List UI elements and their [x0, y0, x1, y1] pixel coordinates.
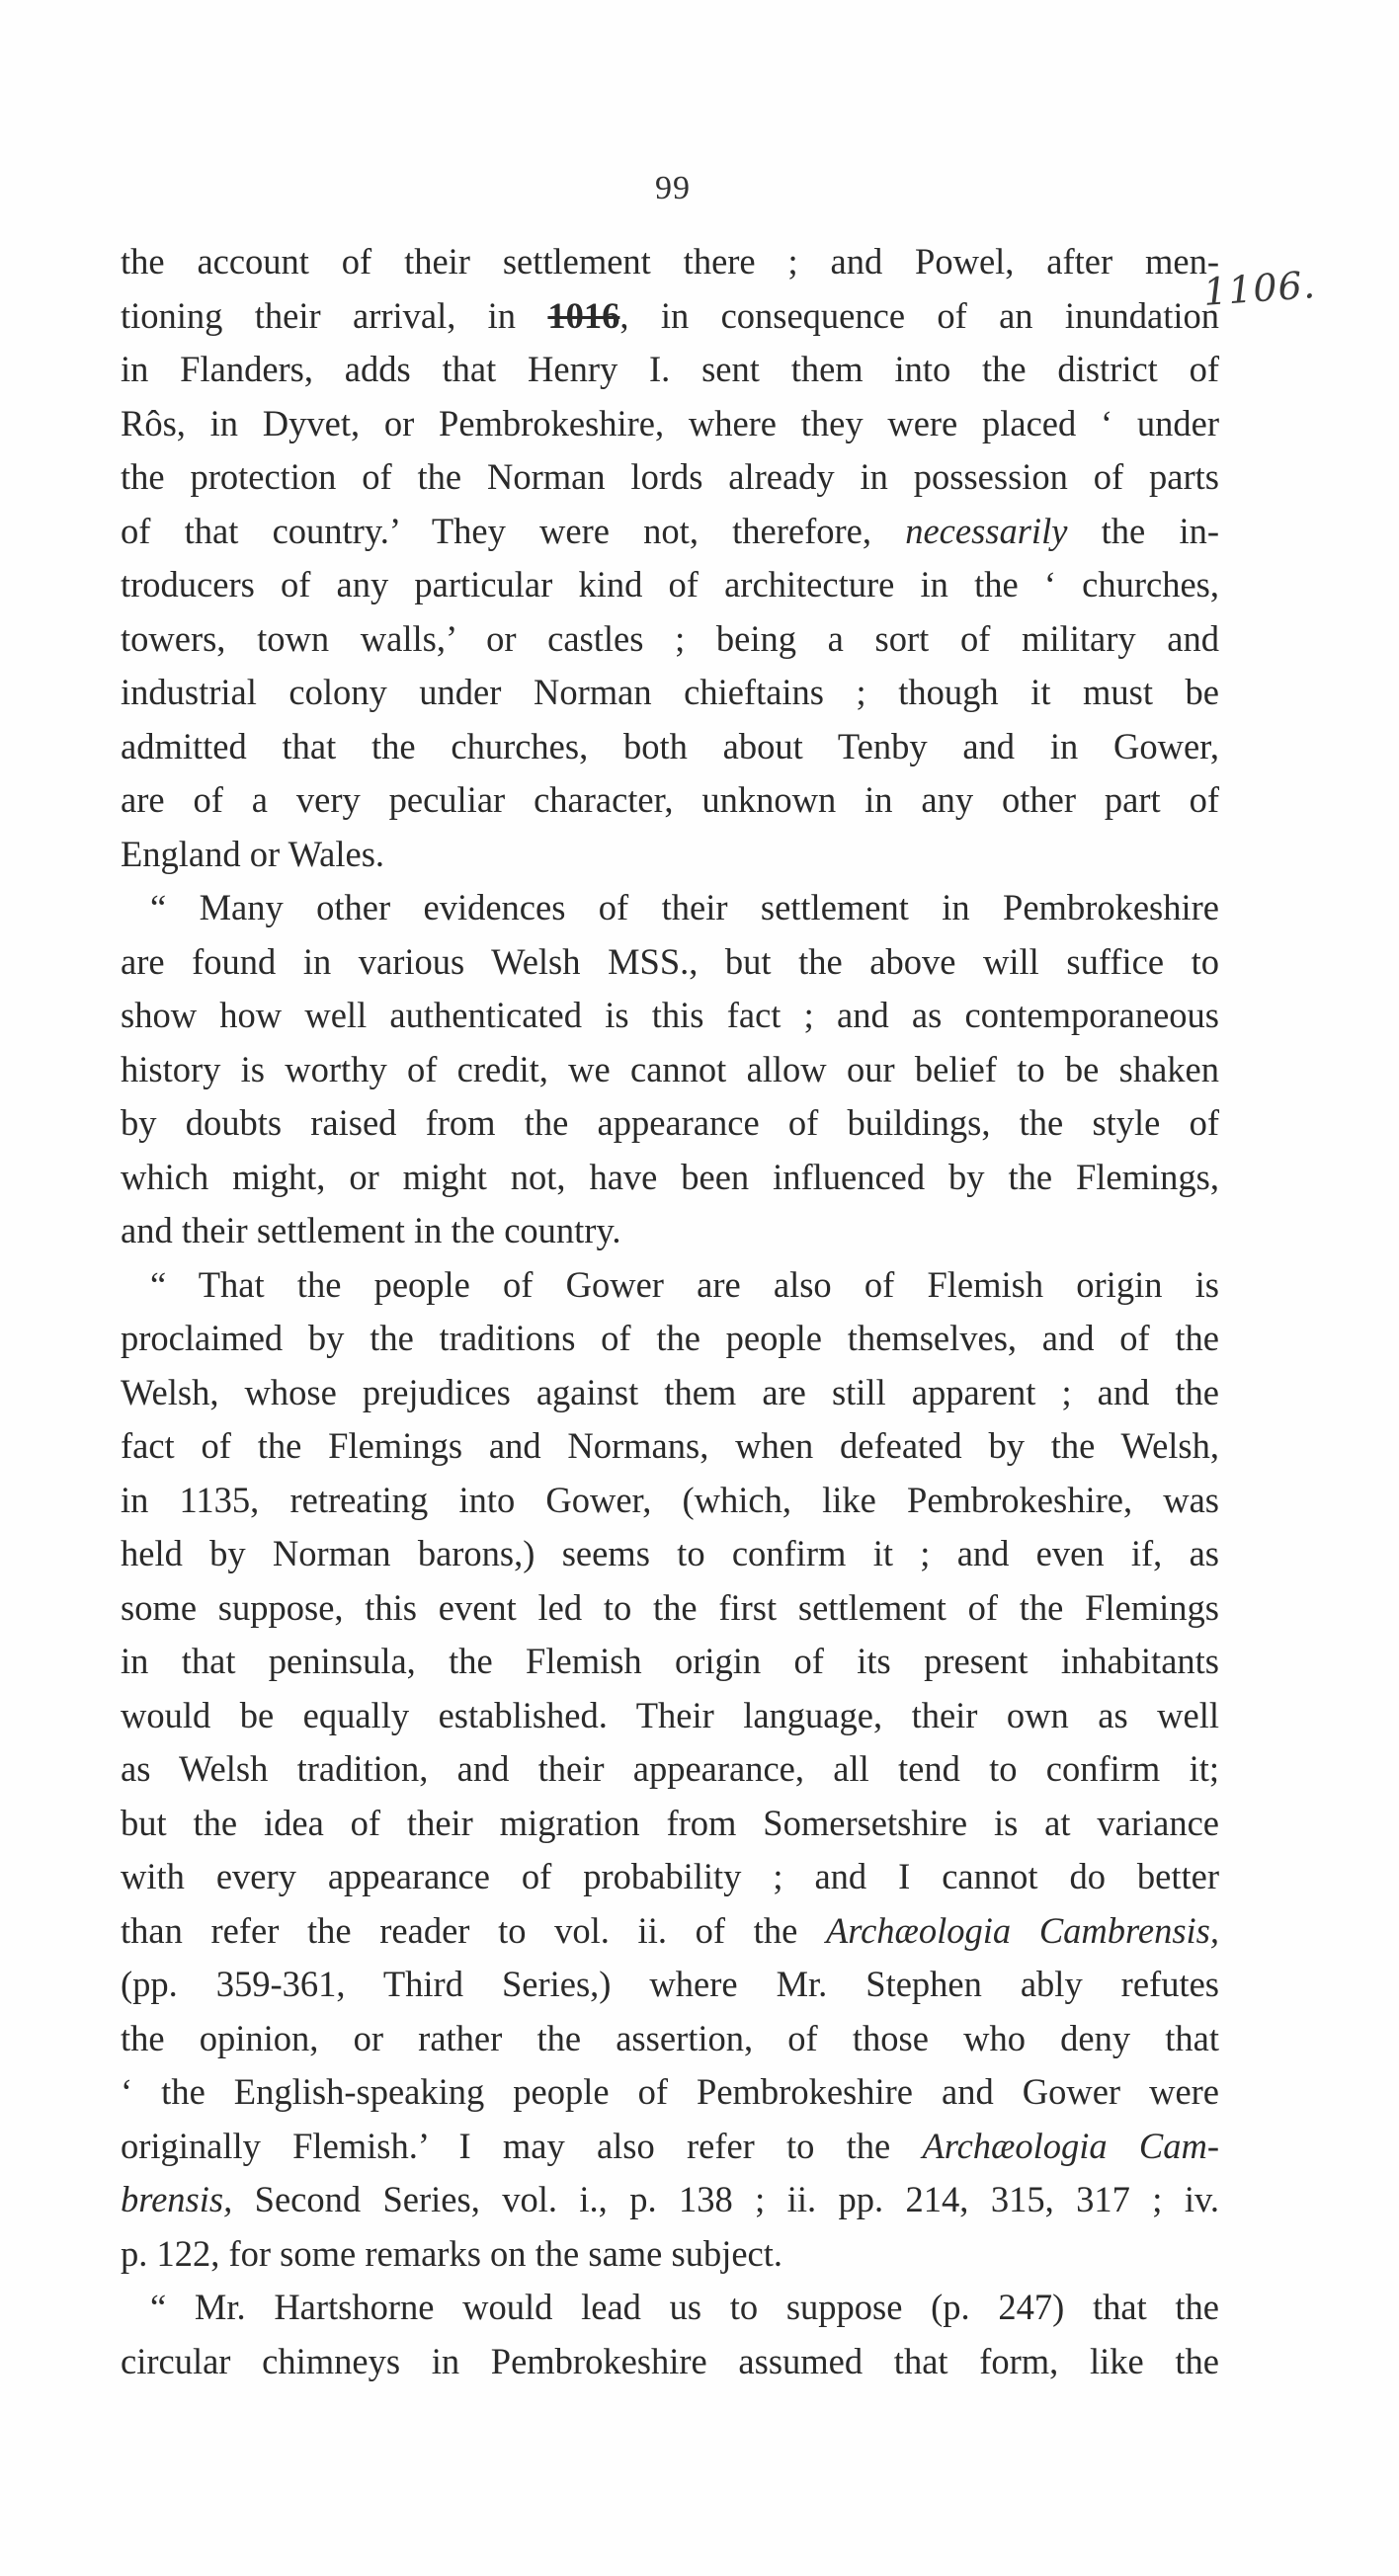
page-number: 99 [655, 170, 691, 206]
text-segment: history is worthy of credit, we cannot allow our belief to be shaken [121, 1048, 1219, 1089]
text-line [121, 828, 1219, 882]
text-segment: “ Many other evidences of their settlement in Pembrokeshire [150, 887, 1219, 927]
text-segment: Rôs, in Dyvet, or Pembrokeshire, where they were placed ‘ under [121, 402, 1219, 443]
text-line [121, 2227, 1219, 2282]
text-line [121, 1958, 1219, 2012]
text-line [121, 505, 1219, 559]
text-segment: England or Wales. [121, 833, 385, 874]
italic-text: Archæologia Cambrensis, [825, 1909, 1219, 1951]
text-line [121, 1797, 1219, 1851]
text-line [121, 2335, 1219, 2389]
body-text [121, 235, 1219, 2388]
text-segment: some suppose, this event led to the first settlement of the Flemings [121, 1586, 1219, 1628]
text-segment: which might, or might not, have been influenced by the Flemings, [121, 1156, 1219, 1197]
text-segment: Second Series, vol. i., p. 138 ; ii. pp. 214, 315, 317 ; iv. [232, 2179, 1219, 2219]
text-line [121, 1850, 1219, 1904]
italic-text: brensis, [121, 2179, 233, 2219]
text-line [121, 881, 1219, 935]
text-segment: than refer the reader to vol. ii. of the [121, 1909, 826, 1951]
text-segment: Welsh, whose prejudices against them are still apparent ; and the [121, 1371, 1219, 1412]
text-segment: “ Mr. Hartshorne would lead us to suppose (p. 247) that the [150, 2287, 1219, 2327]
text-line [121, 720, 1219, 774]
text-line [121, 343, 1219, 397]
text-line [121, 1527, 1219, 1581]
text-line [121, 558, 1219, 612]
text-line [121, 1689, 1219, 1743]
text-segment: in that peninsula, the Flemish origin of its present inhabitants [121, 1641, 1219, 1681]
text-line [121, 2120, 1219, 2174]
text-segment: in 1135, retreating into Gower, (which, like Pembrokeshire, was [121, 1479, 1219, 1520]
text-line [121, 1635, 1219, 1689]
text-segment: “ That the people of Gower are also of Flemish origin is [150, 1263, 1219, 1305]
text-line [121, 1312, 1219, 1366]
text-segment: held by Norman barons,) seems to confirm it ; and even if, as [121, 1533, 1219, 1573]
text-line [121, 1258, 1219, 1313]
text-line [121, 2281, 1219, 2335]
text-segment: the in- [1067, 510, 1219, 551]
text-line [121, 289, 1219, 344]
text-segment: but the idea of their migration from Somersetshire is at variance [121, 1802, 1219, 1843]
text-segment: the protection of the Norman lords already in possession of parts [121, 456, 1219, 497]
text-line [121, 1043, 1219, 1097]
text-line [121, 2173, 1219, 2227]
text-line [121, 1096, 1219, 1151]
text-line [121, 1204, 1219, 1258]
text-segment: industrial colony under Norman chieftains ; though it must be [121, 672, 1219, 712]
text-line [121, 235, 1219, 289]
text-segment: towers, town walls,’ or castles ; being a sort of military and [121, 617, 1219, 659]
text-segment: p. 122, for some remarks on the same subject. [121, 2232, 783, 2274]
text-segment: fact of the Flemings and Normans, when defeated by the Welsh, [121, 1425, 1219, 1466]
handwritten-margin-note: 1106. [1201, 263, 1318, 314]
text-segment: circular chimneys in Pembrokeshire assumed that form, like the [121, 2340, 1219, 2381]
text-line [121, 1904, 1219, 1959]
text-line [121, 989, 1219, 1043]
text-segment: with every appearance of probability ; and I cannot do better [121, 1856, 1219, 1896]
text-line [121, 1742, 1219, 1797]
text-line [121, 1581, 1219, 1636]
text-segment: originally Flemish.’ I may also refer to the [121, 2125, 923, 2166]
text-segment: troducers of any particular kind of architecture in the ‘ churches, [121, 564, 1219, 604]
text-line [121, 2065, 1219, 2120]
text-segment: the account of their settlement there ; and Powel, after men- [121, 241, 1219, 282]
text-line [121, 450, 1219, 505]
text-line [121, 612, 1219, 667]
text-segment: as Welsh tradition, and their appearance, all tend to confirm it; [121, 1748, 1219, 1789]
text-segment: in Flanders, adds that Henry I. sent them into the district of [121, 349, 1219, 389]
struck-out-text: 1016 [547, 294, 620, 336]
text-segment: by doubts raised from the appearance of buildings, the style of [121, 1102, 1219, 1143]
text-segment: ‘ the English-speaking people of Pembrokeshire and Gower were [121, 2071, 1219, 2112]
text-segment: (pp. 359-361, Third Series,) where Mr. Stephen ably refutes [121, 1964, 1219, 2004]
text-line [121, 1151, 1219, 1205]
text-segment: , in consequence of an inundation [619, 294, 1219, 336]
text-segment: are found in various Welsh MSS., but the above will suffice to [121, 940, 1219, 982]
text-line [121, 1419, 1219, 1474]
text-segment: admitted that the churches, both about Tenby and in Gower, [121, 725, 1219, 766]
text-segment: are of a very peculiar character, unknown in any other part of [121, 779, 1219, 820]
text-line [121, 2012, 1219, 2066]
text-segment: would be equally established. Their language, their own as well [121, 1694, 1219, 1735]
text-line [121, 666, 1219, 720]
text-line [121, 397, 1219, 451]
text-line [121, 1474, 1219, 1528]
text-segment: of that country.’ They were not, therefore, [121, 510, 906, 551]
text-line [121, 1366, 1219, 1420]
text-segment: show how well authenticated is this fact ; and as contemporaneous [121, 995, 1219, 1035]
italic-text: Archæologia Cam- [922, 2125, 1219, 2166]
text-line [121, 773, 1219, 828]
text-segment: and their settlement in the country. [121, 1210, 621, 1250]
text-segment: proclaimed by the traditions of the people themselves, and of the [121, 1318, 1219, 1358]
text-segment: the opinion, or rather the assertion, of those who deny that [121, 2017, 1219, 2058]
text-segment: tioning their arrival, in [121, 294, 548, 336]
text-line [121, 935, 1219, 990]
italic-text: necessarily [905, 510, 1068, 551]
